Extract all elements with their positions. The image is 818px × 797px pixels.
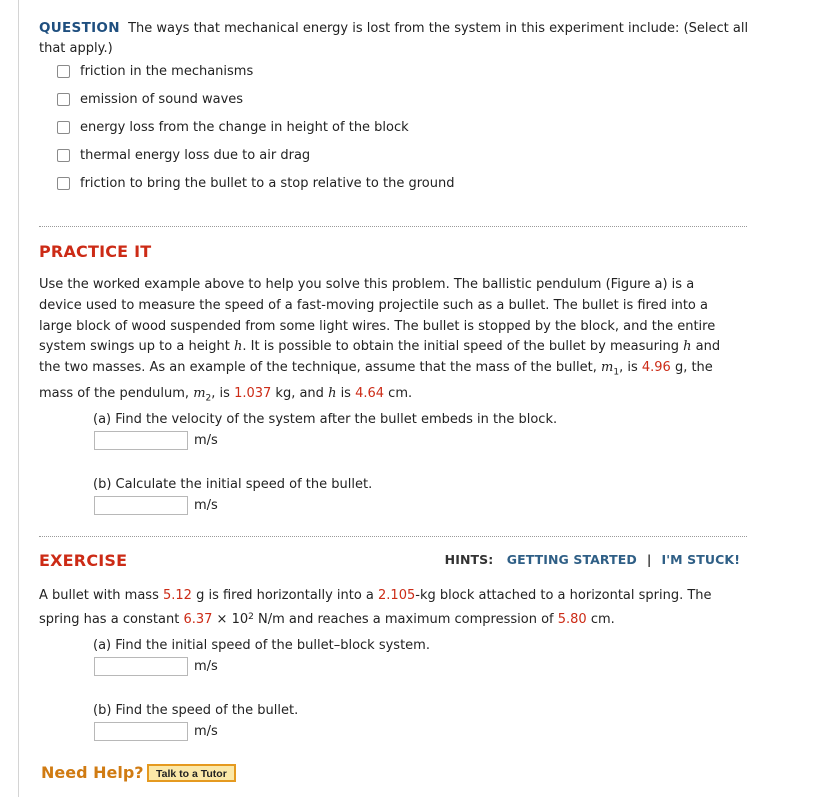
need-help-label: Need Help? [41, 763, 144, 782]
option-label: friction in the mechanisms [80, 64, 254, 80]
question-prompt [39, 18, 759, 59]
option-3[interactable] [57, 114, 454, 142]
section-divider [39, 536, 747, 537]
question-label: QUESTION [39, 20, 120, 36]
exercise-title: EXERCISE [39, 551, 128, 570]
answer-input[interactable] [94, 496, 188, 515]
option-label: friction to bring the bullet to a stop relative to the ground [80, 175, 455, 191]
unit-label: m/s [194, 724, 218, 739]
getting-started-link[interactable]: GETTING STARTED [506, 552, 637, 567]
option-label: emission of sound waves [80, 92, 244, 108]
talk-to-tutor-button[interactable]: Talk to a Tutor [147, 764, 236, 782]
checkbox[interactable] [57, 93, 70, 106]
practice-title: PRACTICE IT [39, 242, 152, 261]
answer-input[interactable] [94, 722, 188, 741]
practice-part-a-answer [94, 431, 218, 450]
checkbox[interactable] [57, 121, 70, 134]
answer-input[interactable] [94, 431, 188, 450]
practice-problem-text: Use the worked example above to help you solve this problem. The ballistic pendulum (Figure a) is a device used to measure the speed of a fast-moving projectile such as a bullet. The bullet is fired into a large block of wood suspended from some light wires. The bullet is stopped by the block, and the entire system swings up to a height h. It is possible to obtain the initial speed of the bullet by measuring h and the two masses. As an example of the technique, assume that the mass of the bullet, $m_1$, is 4.96 g, the mass of the pendulum, $m_2$, is 1.037 kg, and h is 4.64 cm. [39, 277, 721, 404]
practice-part-a-prompt: (a) Find the velocity of the system after the bullet embeds in the block. [93, 412, 558, 427]
options-list [57, 58, 454, 197]
hints-label: HINTS: [444, 552, 494, 567]
option-2[interactable] [57, 86, 454, 114]
left-border [18, 0, 19, 797]
exercise-part-b-prompt: (b) Find the speed of the bullet. [93, 703, 299, 718]
exercise-part-a-answer [94, 657, 218, 676]
answer-input[interactable] [94, 657, 188, 676]
hints-bar [445, 552, 740, 567]
question-text: The ways that mechanical energy is lost from the system in this experiment include: (Select all that apply.) [39, 21, 749, 56]
im-stuck-link[interactable]: I'M STUCK! [661, 552, 740, 567]
section-divider [39, 226, 747, 227]
option-5[interactable] [57, 169, 454, 197]
checkbox[interactable] [57, 177, 70, 190]
checkbox[interactable] [57, 149, 70, 162]
unit-label: m/s [194, 659, 218, 674]
option-4[interactable] [57, 141, 454, 169]
practice-part-b-prompt: (b) Calculate the initial speed of the bullet. [93, 477, 373, 492]
option-label: energy loss from the change in height of the block [80, 119, 409, 135]
checkbox[interactable] [57, 65, 70, 78]
unit-label: m/s [194, 498, 218, 513]
exercise-part-a-prompt: (a) Find the initial speed of the bullet–block system. [93, 638, 430, 653]
unit-label: m/s [194, 433, 218, 448]
exercise-part-b-answer [94, 722, 218, 741]
option-1[interactable] [57, 58, 454, 86]
option-label: thermal energy loss due to air drag [80, 147, 311, 163]
hint-separator: | [646, 552, 652, 567]
exercise-problem-text: A bullet with mass 5.12 g is fired horizontally into a 2.105-kg block attached to a horizontal spring. The spring has a constant $6.37 \times 10^2$ N/m and reaches a maximum compression of 5.80 cm. [39, 588, 712, 627]
practice-part-b-answer [94, 496, 218, 515]
